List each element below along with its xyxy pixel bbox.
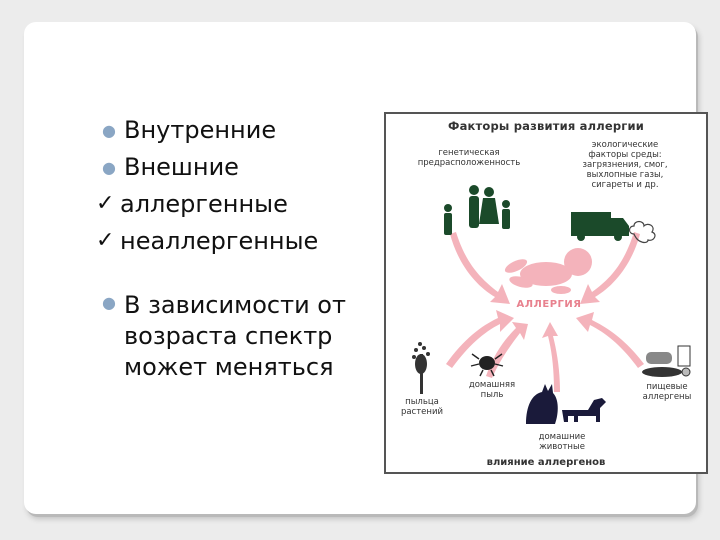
bullet-dot-icon: ● xyxy=(102,293,116,312)
bullet-internal xyxy=(86,112,386,149)
subbullet-text: неаллергенные xyxy=(120,227,319,255)
subbullet-text: аллергенные xyxy=(120,190,288,218)
pets-icon xyxy=(526,384,606,424)
arrow-food xyxy=(576,312,644,368)
bullet-age-spectrum xyxy=(86,290,386,383)
genetic-label: генетическая предрасположенность xyxy=(417,148,521,168)
allergy-center-label: АЛЛЕРГИЯ xyxy=(516,299,582,310)
arrow-pets xyxy=(542,322,560,392)
dust-mite-icon xyxy=(471,354,503,376)
figure-title: Факторы развития аллергии xyxy=(447,119,645,133)
dust-label: домашняя пыль xyxy=(468,380,516,400)
arrow-genetic xyxy=(450,232,510,304)
checkmark-icon: ✓ xyxy=(96,191,115,216)
bullet-list xyxy=(86,112,386,383)
allergy-factors-figure xyxy=(384,112,708,474)
baby-icon xyxy=(503,248,592,294)
checkmark-icon: ✓ xyxy=(96,228,115,253)
bullet-dot-icon: ● xyxy=(102,121,116,140)
bullet-line: В зависимости от xyxy=(124,291,346,319)
subbullet-allergenic xyxy=(86,186,386,223)
figure-footer: влияние аллергенов xyxy=(486,457,606,468)
arrow-pollen xyxy=(446,310,514,368)
food-label: пищевые аллергены xyxy=(642,382,692,402)
pets-label: домашние животные xyxy=(538,432,586,452)
truck-icon xyxy=(571,212,629,241)
bullet-external xyxy=(86,149,386,186)
family-icon xyxy=(444,185,510,235)
arrow-dust xyxy=(486,322,528,378)
food-icon xyxy=(642,346,690,377)
pollen-plant-icon xyxy=(412,342,430,394)
pollen-label: пыльца растений xyxy=(400,397,444,417)
bullet-line: может меняться xyxy=(124,353,334,381)
bullet-line: возраста спектр xyxy=(124,322,333,350)
slide xyxy=(24,22,696,514)
bullet-text: Внутренние xyxy=(124,116,277,144)
ecology-label: экологические факторы среды: загрязнения, смог, выхлопные газы, сигареты и др. xyxy=(582,140,668,190)
bullet-text: Внешние xyxy=(124,153,239,181)
subbullet-nonallergenic xyxy=(86,223,386,260)
bullet-dot-icon: ● xyxy=(102,158,116,177)
